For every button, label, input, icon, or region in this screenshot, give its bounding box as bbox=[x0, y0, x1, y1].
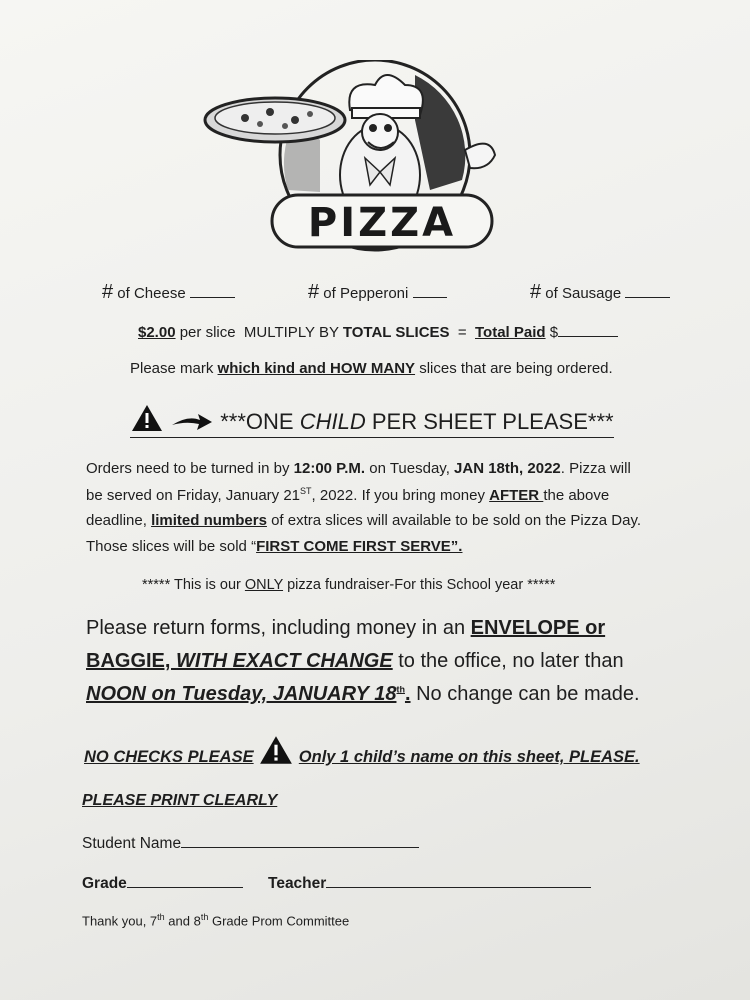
banner-child: CHILD bbox=[299, 409, 366, 434]
teacher-input[interactable] bbox=[326, 873, 591, 888]
orders-l2d: the above bbox=[543, 487, 610, 504]
return-line-3 bbox=[86, 683, 640, 706]
return-noon: NOON on Tuesday, JANUARY 18 bbox=[86, 683, 397, 705]
total-paid-label: Total Paid bbox=[475, 324, 546, 341]
student-name-label: Student Name bbox=[82, 835, 182, 852]
pepperoni-label: of Pepperoni bbox=[323, 285, 409, 302]
mark-which: which kind and HOW MANY bbox=[217, 360, 416, 377]
thanks-c: Grade Prom Committee bbox=[208, 913, 350, 929]
fundraiser-c: pizza fundraiser-For this School year ***** bbox=[283, 577, 556, 593]
price-per: per slice bbox=[179, 324, 236, 341]
one-child-banner bbox=[130, 403, 614, 438]
thanks-b: and 8 bbox=[164, 913, 201, 929]
return-envelope: ENVELOPE or bbox=[470, 617, 606, 639]
orders-l1c: on Tuesday, bbox=[365, 460, 455, 477]
dollar-sign: $ bbox=[549, 324, 559, 341]
count-cheese bbox=[102, 281, 235, 304]
orders-date: JAN 18th, 2022 bbox=[454, 460, 561, 477]
return-exact-change: WITH EXACT CHANGE bbox=[176, 650, 393, 672]
cheese-blank[interactable] bbox=[190, 283, 235, 298]
sausage-blank[interactable] bbox=[625, 283, 670, 298]
thanks-sup1: th bbox=[157, 912, 165, 922]
warning-icon bbox=[130, 403, 164, 433]
student-name-field bbox=[82, 833, 419, 853]
no-checks-text: NO CHECKS PLEASE bbox=[84, 748, 254, 766]
return-l2c: to the office, no later than bbox=[392, 650, 624, 672]
count-sausage bbox=[530, 281, 670, 304]
return-l3c: No change can be made. bbox=[410, 683, 640, 705]
return-sup: th bbox=[396, 684, 405, 695]
sausage-label: of Sausage bbox=[545, 285, 622, 302]
cheese-hash: # bbox=[102, 281, 114, 303]
orders-time: 12:00 P.M. bbox=[293, 460, 366, 477]
logo-word: PIZZA bbox=[307, 200, 457, 246]
print-clearly: PLEASE PRINT CLEARLY bbox=[82, 792, 278, 809]
orders-l2a: be served on Friday, January 21 bbox=[86, 487, 301, 504]
grade-field bbox=[82, 873, 243, 893]
fundraiser-a: ***** This is our bbox=[142, 577, 245, 593]
orders-l1e: . Pizza will bbox=[560, 460, 631, 477]
multiply-text: MULTIPLY BY bbox=[243, 324, 339, 341]
return-baggie: BAGGIE, bbox=[86, 650, 177, 672]
total-paid-blank[interactable] bbox=[558, 322, 618, 337]
one-child-name-text: Only 1 child’s name on this sheet, PLEASE. bbox=[298, 748, 640, 766]
orders-line-2 bbox=[86, 486, 609, 504]
pepperoni-hash: # bbox=[308, 281, 320, 303]
mark-instruction bbox=[130, 360, 613, 377]
orders-l2b: , 2022. If you bring money bbox=[311, 487, 490, 504]
sausage-hash: # bbox=[530, 281, 542, 303]
pizza-chef-icon bbox=[200, 60, 510, 255]
thanks-a: Thank you, 7 bbox=[82, 913, 158, 929]
orders-l3a: deadline, bbox=[86, 512, 152, 529]
thank-you-line bbox=[82, 912, 349, 928]
thanks-sup2: th bbox=[200, 912, 209, 922]
cheese-label: of Cheese bbox=[117, 285, 186, 302]
orders-line-3 bbox=[86, 512, 641, 529]
price-line bbox=[138, 322, 618, 341]
fundraiser-line bbox=[142, 577, 555, 593]
orders-limited: limited numbers bbox=[151, 512, 267, 529]
return-l1a: Please return forms, including money in an bbox=[86, 617, 471, 639]
orders-line-4 bbox=[86, 538, 462, 555]
price-amount: $2.00 bbox=[138, 324, 176, 341]
banner-text-rest: PER SHEET PLEASE*** bbox=[365, 409, 614, 434]
mark-pre: Please mark bbox=[130, 360, 214, 377]
warning-icon bbox=[258, 734, 294, 766]
orders-after: AFTER bbox=[489, 487, 544, 504]
orders-l1a: Orders need to be turned in by bbox=[86, 460, 294, 477]
student-name-input[interactable] bbox=[181, 833, 419, 848]
fundraiser-only: ONLY bbox=[244, 577, 284, 593]
grade-input[interactable] bbox=[127, 873, 243, 888]
mark-post: slices that are being ordered. bbox=[419, 360, 613, 377]
total-slices: TOTAL SLICES bbox=[342, 324, 450, 341]
orders-first-come: FIRST COME FIRST SERVE”. bbox=[256, 538, 463, 555]
teacher-field bbox=[268, 873, 591, 893]
arrow-right-icon bbox=[170, 411, 214, 433]
no-checks-line bbox=[84, 734, 640, 767]
orders-line-1 bbox=[86, 460, 631, 477]
pepperoni-blank[interactable] bbox=[413, 283, 447, 298]
banner-text-start: ***ONE bbox=[220, 409, 300, 434]
orders-l2sup: ST bbox=[300, 486, 312, 496]
return-line-1 bbox=[86, 617, 605, 640]
return-line-2 bbox=[86, 650, 624, 673]
orders-l4a: Those slices will be sold “ bbox=[86, 538, 257, 555]
orders-l3c: of extra slices will available to be sold on the Pizza Day. bbox=[266, 512, 641, 529]
equals-sign: = bbox=[457, 324, 467, 341]
teacher-label: Teacher bbox=[268, 875, 327, 892]
count-pepperoni bbox=[308, 281, 447, 304]
return-period: . bbox=[404, 683, 411, 705]
grade-label: Grade bbox=[82, 875, 127, 892]
